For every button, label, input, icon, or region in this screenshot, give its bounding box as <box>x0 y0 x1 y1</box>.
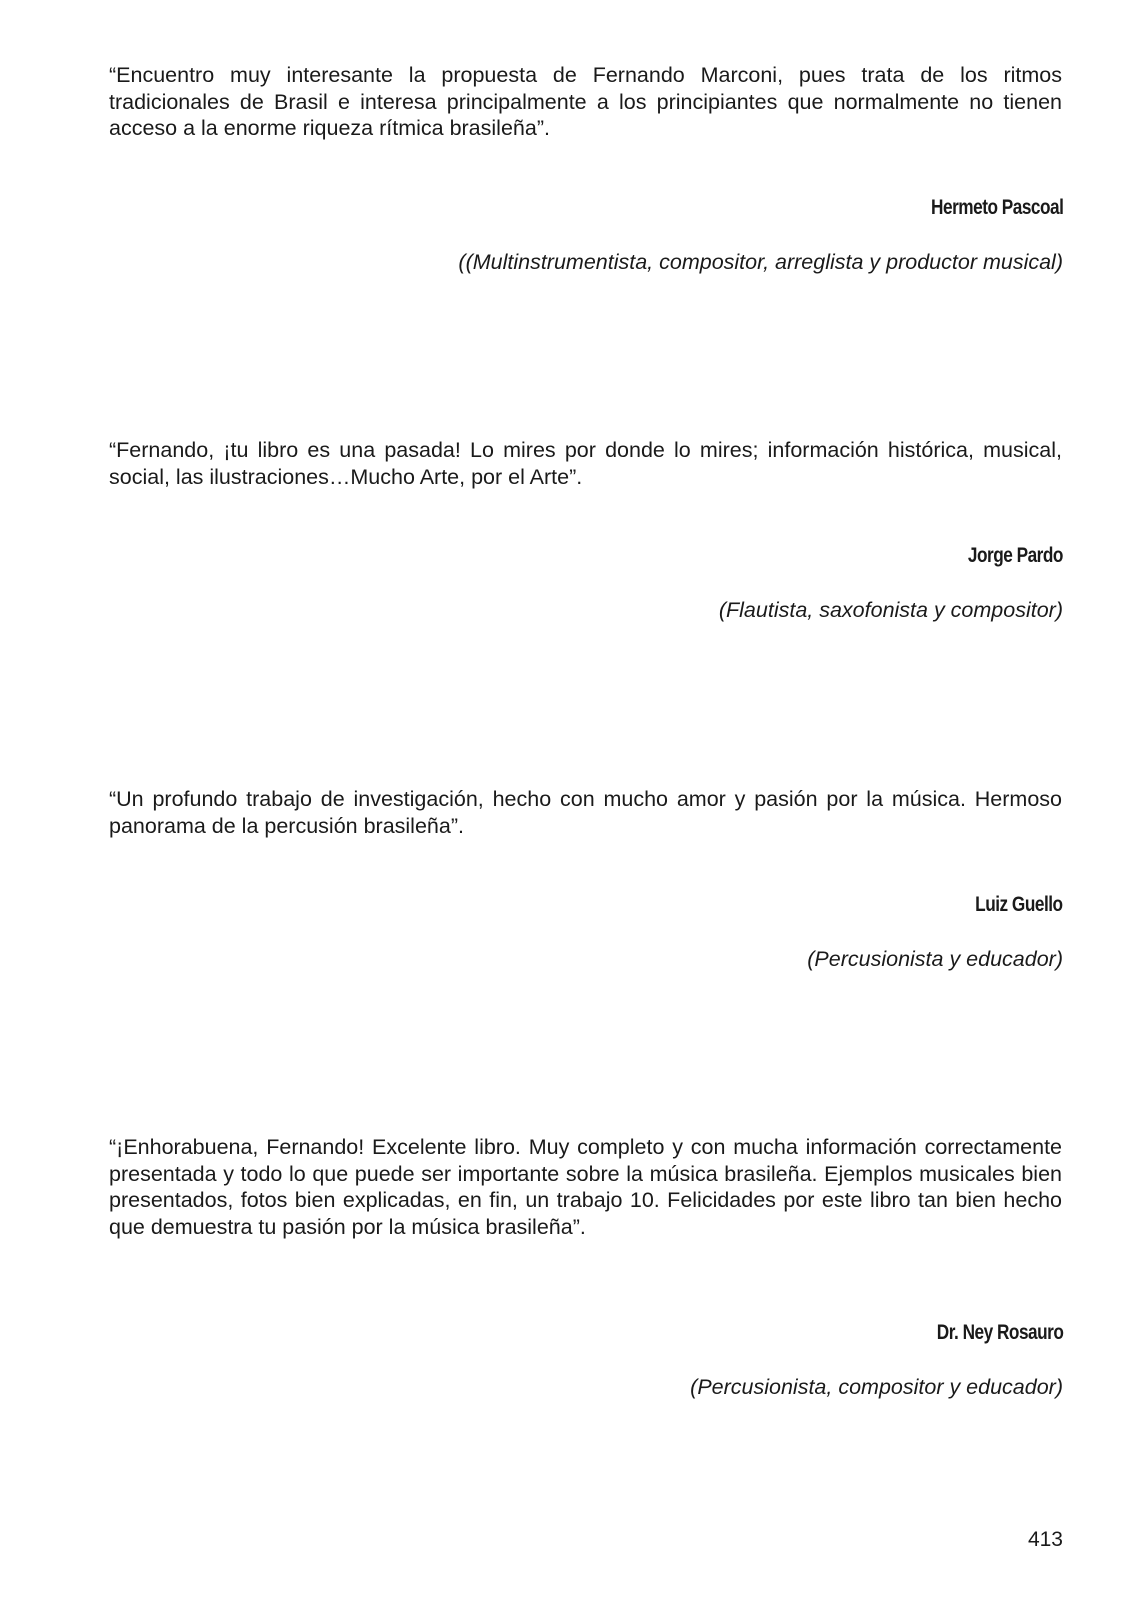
testimonial-author-2: Jorge Pardo <box>967 544 1063 567</box>
testimonial-author-3: Luiz Guello <box>975 893 1063 916</box>
testimonial-role-4: (Percusionista, compositor y educador) <box>690 1375 1063 1399</box>
page-number: 413 <box>1027 1528 1063 1551</box>
testimonial-quote-1: “Encuentro muy interesante la propuesta de Fernando Marconi, pues trata de los ritmos tradicionales de Brasil e interesa principalmente a los principiantes que normalmente no tienen acceso a la enorme riqueza rítmica brasileña”. <box>109 63 1062 140</box>
testimonial-quote-3: “Un profundo trabajo de investigación, hecho con mucho amor y pasión por la música. Hermoso panorama de la percusión brasileña”. <box>109 787 1062 838</box>
testimonial-quote-4: “¡Enhorabuena, Fernando! Excelente libro. Muy completo y con mucha información correctamente presentada y todo lo que puede ser importante sobre la música brasileña. Ejemplos musicales bien presentados, fotos bien explicadas, en fin, un trabajo 10. Felicidades por este libro tan bien hecho que demuestra tu pasión por la música brasileña”. <box>109 1135 1062 1239</box>
testimonial-role-1: ((Multinstrumentista, compositor, arreglista y productor musical) <box>458 250 1063 274</box>
testimonial-role-3: (Percusionista y educador) <box>807 947 1063 971</box>
testimonial-quote-2: “Fernando, ¡tu libro es una pasada! Lo mires por donde lo mires; información histórica, musical, social, las ilustraciones…Mucho Arte, por el Arte”. <box>109 438 1062 489</box>
testimonial-author-1: Hermeto Pascoal <box>930 196 1063 219</box>
testimonial-author-4: Dr. Ney Rosauro <box>936 1321 1063 1344</box>
testimonial-role-2: (Flautista, saxofonista y compositor) <box>718 598 1063 622</box>
